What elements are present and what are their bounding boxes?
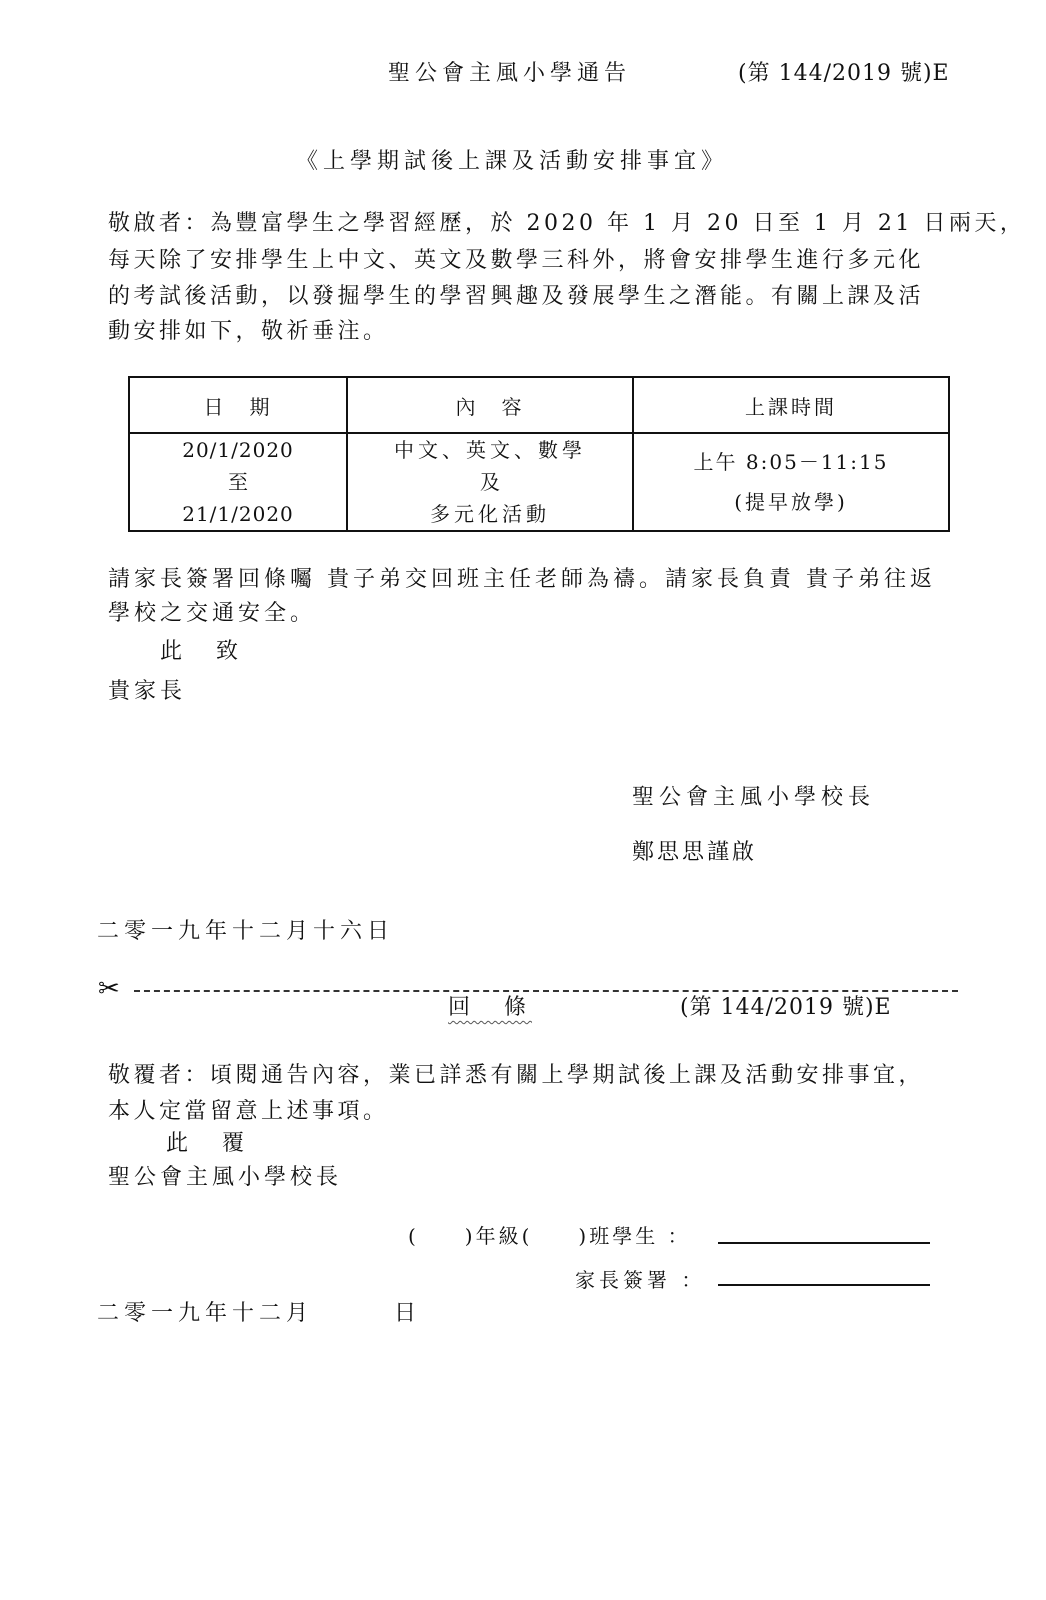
content-subjects: 中文、英文、數學 — [394, 438, 586, 462]
closing-salutation: 此 致 — [160, 639, 245, 664]
student-name-field[interactable] — [718, 1242, 930, 1244]
request-line: 學校之交通安全。 — [108, 601, 317, 626]
student-class-label: ( )年級( )班學生 ： — [408, 1224, 691, 1248]
notice-number: (第 144/2019 號)E — [738, 61, 950, 86]
reply-title: 回 條 — [448, 995, 533, 1020]
principal-name: 鄭思思謹啟 — [632, 840, 758, 865]
table-header-row — [129, 377, 949, 433]
reply-date: 二零一九年十二月 日 — [97, 1301, 422, 1326]
reply-notice-number: (第 144/2019 號)E — [680, 995, 892, 1020]
time-range: 上午 8:05－11:15 — [693, 450, 889, 474]
intro-line: 動安排如下，敬祈垂注。 — [108, 319, 389, 344]
header-content: 內 容 — [347, 377, 633, 433]
schedule-table — [128, 376, 950, 532]
cell-time — [633, 433, 949, 531]
date-end: 21/1/2020 — [182, 502, 294, 526]
recipient: 貴家長 — [108, 679, 187, 704]
reply-line: 敬覆者：頃閱通告內容，業已詳悉有關上學期試後上課及活動安排事宜， — [108, 1063, 925, 1088]
school-notice-title: 聖公會主風小學通告 — [388, 61, 632, 86]
parent-signature-label: 家長簽署 ： — [575, 1268, 706, 1292]
date-start: 20/1/2020 — [182, 438, 294, 462]
document-title: 《上學期試後上課及活動安排事宜》 — [296, 149, 729, 174]
request-line: 請家長簽署回條囑 貴子弟交回班主任老師為禱。請家長負責 貴子弟往返 — [108, 567, 936, 592]
intro-line: 敬啟者：為豐富學生之學習經歷，於 2020 年 1 月 20 日至 1 月 21 日兩天， — [108, 211, 1026, 236]
header-date: 日 期 — [129, 377, 347, 433]
time-note: (提早放學) — [734, 490, 848, 514]
principal-title: 聖公會主風小學校長 — [632, 785, 876, 810]
scissors-icon: ✂ — [98, 974, 120, 1004]
content-activities: 多元化活動 — [430, 502, 550, 526]
intro-line: 每天除了安排學生上中文、英文及數學三科外，將會安排學生進行多元化 — [108, 248, 925, 273]
reply-closing: 此 覆 — [166, 1131, 251, 1156]
content-and: 及 — [480, 470, 500, 494]
cell-content — [347, 433, 633, 531]
reply-line: 本人定當留意上述事項。 — [108, 1099, 389, 1124]
date-to: 至 — [228, 470, 248, 494]
notice-date: 二零一九年十二月十六日 — [97, 919, 395, 944]
intro-line: 的考試後活動，以發掘學生的學習興趣及發展學生之潛能。有關上課及活 — [108, 284, 925, 309]
parent-signature-field[interactable] — [718, 1284, 930, 1286]
cell-date — [129, 433, 347, 531]
reply-recipient: 聖公會主風小學校長 — [108, 1165, 343, 1190]
table-row — [129, 433, 949, 531]
header-time: 上課時間 — [633, 377, 949, 433]
